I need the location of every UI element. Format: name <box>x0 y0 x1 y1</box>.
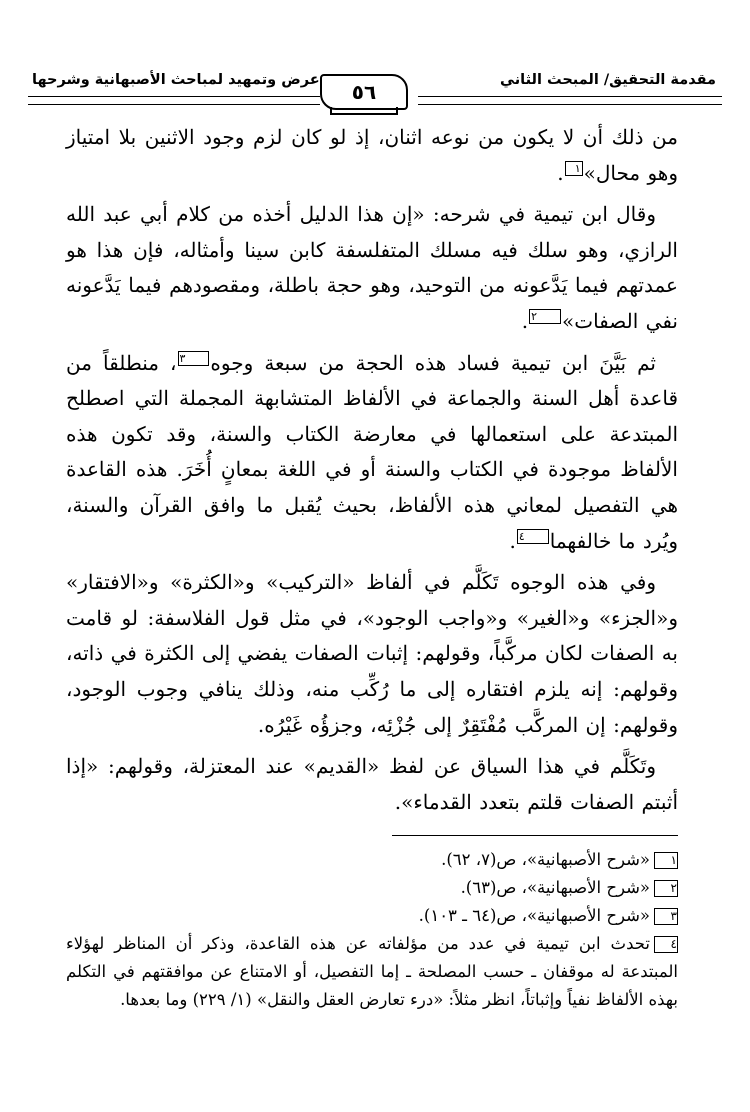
footnote-ref-1[interactable]: ١ <box>565 161 583 176</box>
footnote-number: ٣ <box>654 908 678 925</box>
footnote-ref-2[interactable]: ٢ <box>529 309 561 324</box>
header-section-title: عرض وتمهيد لمباحث الأصبهانية وشرحها <box>32 72 320 88</box>
footnote-2: ٢«شرح الأصبهانية»، ص(٦٣). <box>460 878 677 897</box>
footnote-3: ٣«شرح الأصبهانية»، ص(٦٤ ـ ١٠٣). <box>418 906 677 925</box>
footnote-ref-4[interactable]: ٤ <box>517 529 549 544</box>
paragraph-5: وتَكَلَّم في هذا السياق عن لفظ «القديم» عند المعتزلة، وقولهم: «إذا أثبتم الصفات قلتم بتعدد القدماء». <box>66 754 678 814</box>
footnote-ref-3[interactable]: ٣ <box>178 351 210 366</box>
footnote-number: ٤ <box>654 936 678 953</box>
main-text <box>66 120 678 820</box>
footnote-4: ٤تحدث ابن تيمية في عدد من مؤلفاته عن هذه القاعدة، وذكر أن المناظر لهؤلاء المبتدعة له موقفان ـ حسب المصلحة ـ إما التفصيل، أو الامتناع عن موافقتهم في التكلم بهذه الألفاظ نفياً وإثباتاً، انظر مثلاً: «درء تعارض العقل والنقل» (١/ ٢٢٩) وما بعدها. <box>66 934 678 1009</box>
header-chapter-title: مقدمة التحقيق/ المبحث الثاني <box>500 72 716 88</box>
footnote-1: ١«شرح الأصبهانية»، ص(٧، ٦٢). <box>441 850 677 869</box>
header-rule-right <box>418 96 722 105</box>
paragraph-1: من ذلك أن لا يكون من نوعه اثنان، إذ لو كان لزم وجود الاثنين بلا امتياز وهو محال»١. <box>66 125 678 185</box>
footnote-number: ١ <box>654 852 678 869</box>
header-rule-left <box>28 96 320 105</box>
paragraph-2: وقال ابن تيمية في شرحه: «إن هذا الدليل أخذه من كلام أبي عبد الله الرازي، وهو سلك فيه مسلك المتفلسفة كابن سينا وأمثاله، فإن هذا هو عمدتهم فيما يَدَّعونه من التوحيد، وهو حجة باطلة، ومقصودهم فيما يَدَّعونه نفي الصفات»٢. <box>66 202 678 333</box>
footnotes <box>66 846 678 1014</box>
page-number-box <box>320 74 408 110</box>
page-number: ٥٦ <box>351 80 377 104</box>
paragraph-3: ثم بَيَّنَ ابن تيمية فساد هذه الحجة من سبعة وجوه٣، منطلقاً من قاعدة أهل السنة والجماعة في الألفاظ المتشابهة المجملة التي اصطلح المبتدعة على استعمالها في معارضة الكتاب والسنة، وقد تكون هذه الألفاظ موجودة في الكتاب والسنة أو في اللغة بمعانٍ أُخَرَ. هذه القاعدة هي التفصيل لمعاني هذه الألفاظ، بحيث يُقبل ما وافق القرآن والسنة، ويُرد ما خالفهما٤. <box>66 350 679 553</box>
footnote-separator <box>392 835 678 836</box>
paragraph-4: وفي هذه الوجوه تَكَلَّم في ألفاظ «التركيب» و«الكثرة» و«الافتقار» و«الجزء» و«الغير» و«واجب الوجود»، في مثل قول الفلاسفة: لو قامت به الصفات لكان مركَّباً، وقولهم: إثبات الصفات يفضي إلى الكثرة في ذاته، وقولهم: إنه يلزم افتقاره إلى ما رُكِّب منه، وذلك ينافي وجوب الوجود، وقولهم: إن المركَّب مُفْتَقِرٌ إلى جُزْئِه، وجزؤُه غَيْرُه. <box>66 570 678 737</box>
footnote-number: ٢ <box>654 880 678 897</box>
running-header <box>28 68 722 114</box>
